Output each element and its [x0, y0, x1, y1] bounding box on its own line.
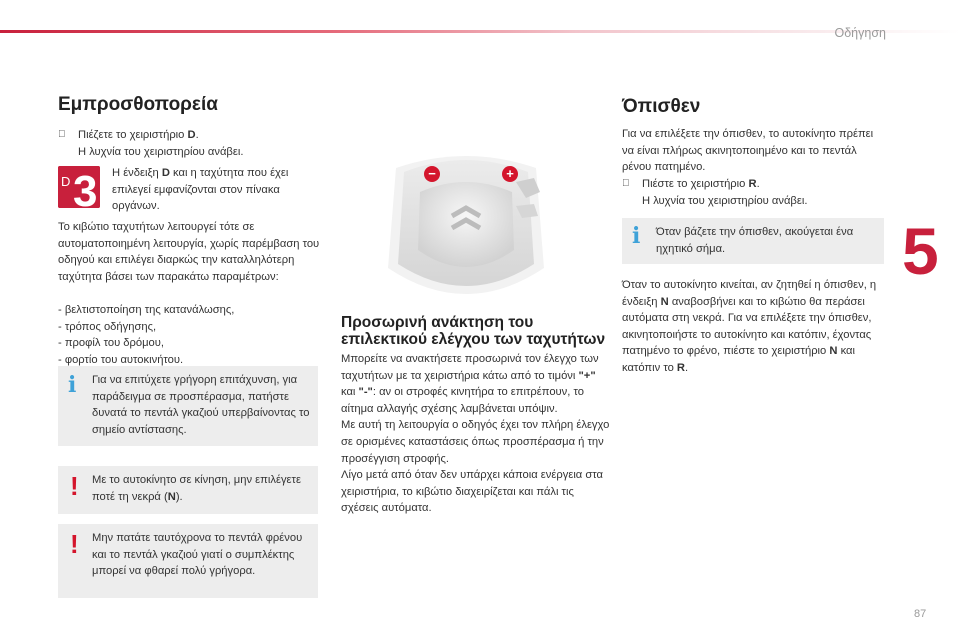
- section-label: Οδήγηση: [834, 26, 886, 40]
- info-icon: i: [632, 223, 641, 249]
- list-item: - φορτίο του αυτοκινήτου.: [58, 353, 184, 366]
- svg-text:D: D: [61, 174, 71, 189]
- auto-mode-list: [58, 302, 320, 368]
- step-press-r: Πιέστε το χειριστήριο R. Η λυχνία του χειριστηρίου ανάβει.: [622, 176, 892, 210]
- page-number: 87: [914, 608, 927, 620]
- svg-text:+: +: [506, 166, 514, 181]
- indicator-text: Η ένδειξη D και η ταχύτητα που έχει επιλεγεί εμφανίζονται στον πίνακα οργάνων.: [112, 167, 289, 213]
- svg-text:3: 3: [73, 167, 98, 208]
- info-icon: i: [68, 372, 77, 398]
- auto-mode-intro: Το κιβώτιο ταχυτήτων λειτουργεί τότε σε αυτοματοποιημένη λειτουργία, χωρίς παρέμβαση του οδηγού και επιλέγει διαρκώς την καταλληλότερη ταχύτητα βάσει των παρακάτω παραμέτρων:: [58, 221, 320, 283]
- step-press-d: Πιέζετε το χειριστήριο D. Η λυχνία του χειριστηρίου ανάβει.: [58, 127, 328, 161]
- reverse-intro: Για να επιλέξετε την όπισθεν, το αυτοκίνητο πρέπει να είναι πλήρως ακινητοποιημένο και το πεντάλ ρένου πατημένο.: [622, 128, 874, 174]
- checkbox-bullet-icon: [58, 127, 66, 144]
- warning-icon: !: [70, 471, 79, 501]
- header-rule: [0, 30, 960, 33]
- warning-note-neutral: ! Με το αυτοκίνητο σε κίνηση, μην επιλέγετε ποτέ τη νεκρά (N).: [58, 466, 318, 514]
- middle-title: Προσωρινή ανάκτηση του επιλεκτικού ελέγχου των ταχυτήτων: [341, 314, 606, 348]
- list-item: - βελτιστοποίηση της κατανάλωσης,: [58, 304, 235, 316]
- middle-body: Μπορείτε να ανακτήσετε προσωρινά τον έλεγχο των ταχυτήτων με τα χειριστήρια κάτω από το τιμόνι "+" και "-": αν οι στροφές κινητήρα το επιτρέπουν, το αίτημα αλλαγής σχέσης λαμβάνεται υπόψιν. Με αυτή τη λειτουργία ο οδηγός έχει τον πλήρη έλεγχο σε ορισμένες καταστάσεις όπως προσπέρασμα ή την προσέγγιση στροφής. Λίγο μετά από όταν δεν υπάρχει κάποια ενέργεια στα χειριστήρια, το κιβώτιο διαχειρίζεται και πάλι τις σχέσεις αυτόματα.: [341, 353, 610, 515]
- info-note-acceleration: i Για να επιτύχετε γρήγορη επιτάχυνση, για παράδειγμα σε προσπέρασμα, πατήστε δυνατά το πεντάλ γκαζιού υπερβαίνοντας το σημείο αντίστασης.: [58, 366, 318, 446]
- svg-text:−: −: [428, 166, 436, 181]
- checkbox-bullet-icon: [622, 176, 630, 193]
- reverse-while-moving: Όταν το αυτοκίνητο κινείται, αν ζητηθεί η όπισθεν, η ένδειξη N αναβοσβήνει και το κιβώτιο θα περάσει αυτόματα στη νεκρά. Για να επιλέξετε την όπισθεν, ακινητοποιήστε το αυτοκίνητο και κατόπιν, έχοντας πατημένο το φρένο, πιέστε το χειριστήριο N και κατόπιν το R.: [622, 279, 877, 374]
- right-title: Όπισθεν: [622, 96, 701, 117]
- list-item: - προφίλ του δρόμου,: [58, 337, 164, 350]
- chapter-number: 5: [902, 214, 939, 288]
- gear-display-d3-icon: [58, 166, 100, 208]
- warning-icon: !: [70, 529, 79, 559]
- info-note-beep: i Όταν βάζετε την όπισθεν, ακούγεται ένα ηχητικό σήμα.: [622, 218, 884, 264]
- list-item: - τρόπος οδήγησης,: [58, 320, 157, 333]
- warning-note-pedals: ! Μην πατάτε ταυτόχρονα το πεντάλ φρένου και το πεντάλ γκαζιού γιατί ο συμπλέκτης μπορεί να φθαρεί πολύ γρήγορα.: [58, 524, 318, 598]
- left-title: Εμπροσθοπορεία: [58, 94, 218, 115]
- steering-wheel-illustration: [376, 148, 556, 308]
